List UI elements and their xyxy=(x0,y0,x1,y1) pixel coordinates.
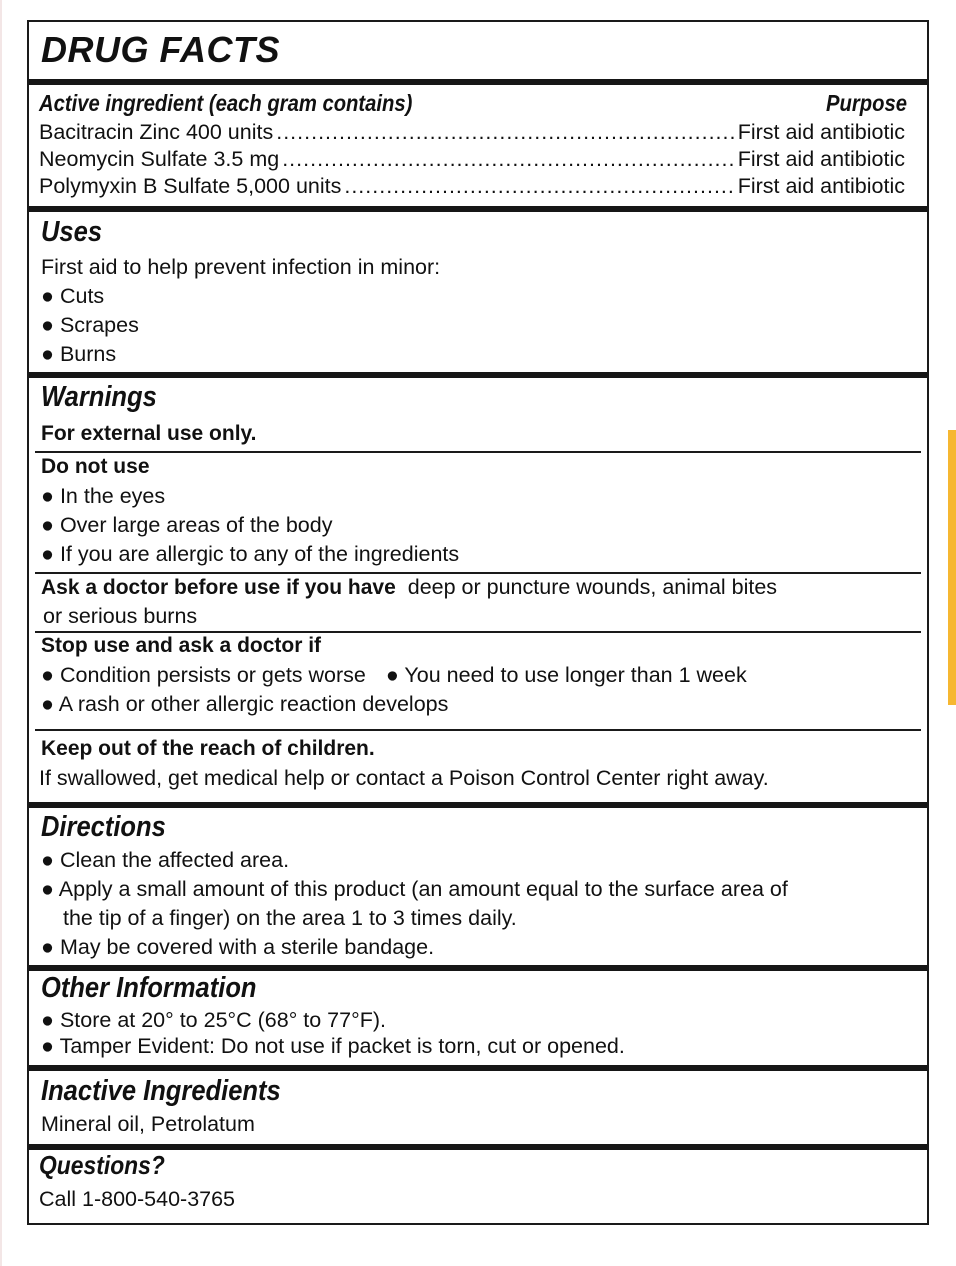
do-not-use-item: ● In the eyes xyxy=(41,484,166,508)
divider-bar xyxy=(29,965,927,971)
directions-item: ● Apply a small amount of this product (an amount equal to the surface area of xyxy=(41,877,788,901)
stop-use-heading: Stop use and ask a doctor if xyxy=(41,634,322,657)
external-use-note: For external use only. xyxy=(41,422,257,445)
drug-facts-panel xyxy=(27,20,929,1225)
ask-doctor-text-cont: or serious burns xyxy=(43,604,198,628)
do-not-use-item: ● If you are allergic to any of the ingredients xyxy=(41,542,460,566)
purpose-heading: Purpose xyxy=(826,90,907,116)
warnings-heading: Warnings xyxy=(41,381,157,413)
ingredient-row xyxy=(39,120,905,145)
stop-use-item: ● You need to use longer than 1 week xyxy=(385,663,747,687)
uses-intro: First aid to help prevent infection in minor: xyxy=(41,255,441,279)
keep-out-text: If swallowed, get medical help or contact a Poison Control Center right away. xyxy=(39,766,769,790)
directions-item: ● Clean the affected area. xyxy=(41,848,290,872)
dot-leader xyxy=(282,147,735,172)
directions-item-cont: the tip of a finger) on the area 1 to 3 times daily. xyxy=(63,906,517,930)
divider-line xyxy=(35,729,921,731)
divider-bar xyxy=(29,206,927,212)
divider-line xyxy=(35,572,921,574)
stop-use-item: ● Condition persists or gets worse xyxy=(41,663,366,687)
keep-out-heading: Keep out of the reach of children. xyxy=(41,737,375,760)
ingredient-row xyxy=(39,147,905,172)
inactive-heading: Inactive Ingredients xyxy=(41,1075,281,1107)
uses-item: ● Cuts xyxy=(41,284,105,308)
other-info-item: ● Store at 20° to 25°C (68° to 77°F). xyxy=(41,1008,386,1032)
ingredient-name: Bacitracin Zinc 400 units xyxy=(39,120,274,144)
ingredient-purpose: First aid antibiotic xyxy=(737,147,905,171)
ingredient-name: Neomycin Sulfate 3.5 mg xyxy=(39,147,280,171)
directions-item: ● May be covered with a sterile bandage. xyxy=(41,935,435,959)
ingredient-purpose: First aid antibiotic xyxy=(737,174,905,198)
ask-doctor-line xyxy=(41,575,777,600)
stop-use-line xyxy=(41,663,747,688)
questions-heading: Questions? xyxy=(39,1150,165,1180)
do-not-use-heading: Do not use xyxy=(41,455,150,478)
divider-line xyxy=(35,451,921,453)
divider-line xyxy=(35,631,921,633)
uses-item: ● Scrapes xyxy=(41,313,139,337)
inactive-text: Mineral oil, Petrolatum xyxy=(41,1112,255,1136)
questions-phone: Call 1-800-540-3765 xyxy=(39,1187,236,1211)
directions-heading: Directions xyxy=(41,811,166,843)
divider-bar xyxy=(29,372,927,378)
divider-bar xyxy=(29,1065,927,1071)
ingredient-purpose: First aid antibiotic xyxy=(737,120,905,144)
ingredient-name: Polymyxin B Sulfate 5,000 units xyxy=(39,174,342,198)
divider-bar xyxy=(29,79,927,85)
stop-use-item: ● A rash or other allergic reaction develops xyxy=(41,692,449,716)
do-not-use-item: ● Over large areas of the body xyxy=(41,513,333,537)
uses-heading: Uses xyxy=(41,216,103,248)
dot-leader xyxy=(276,120,734,145)
dot-leader xyxy=(344,174,734,199)
other-info-item: ● Tamper Evident: Do not use if packet is torn, cut or opened. xyxy=(41,1034,625,1058)
active-ingredient-heading: Active ingredient (each gram contains) xyxy=(39,90,413,116)
ask-doctor-heading: Ask a doctor before use if you have xyxy=(41,576,396,599)
divider-bar xyxy=(29,802,927,808)
uses-item: ● Burns xyxy=(41,342,117,366)
page-edge xyxy=(0,0,2,1266)
other-info-heading: Other Information xyxy=(41,972,257,1004)
ask-doctor-text: deep or puncture wounds, animal bites xyxy=(407,575,778,599)
ingredient-row xyxy=(39,174,905,199)
side-accent-strip xyxy=(948,430,956,705)
page-title: DRUG FACTS xyxy=(41,29,280,70)
